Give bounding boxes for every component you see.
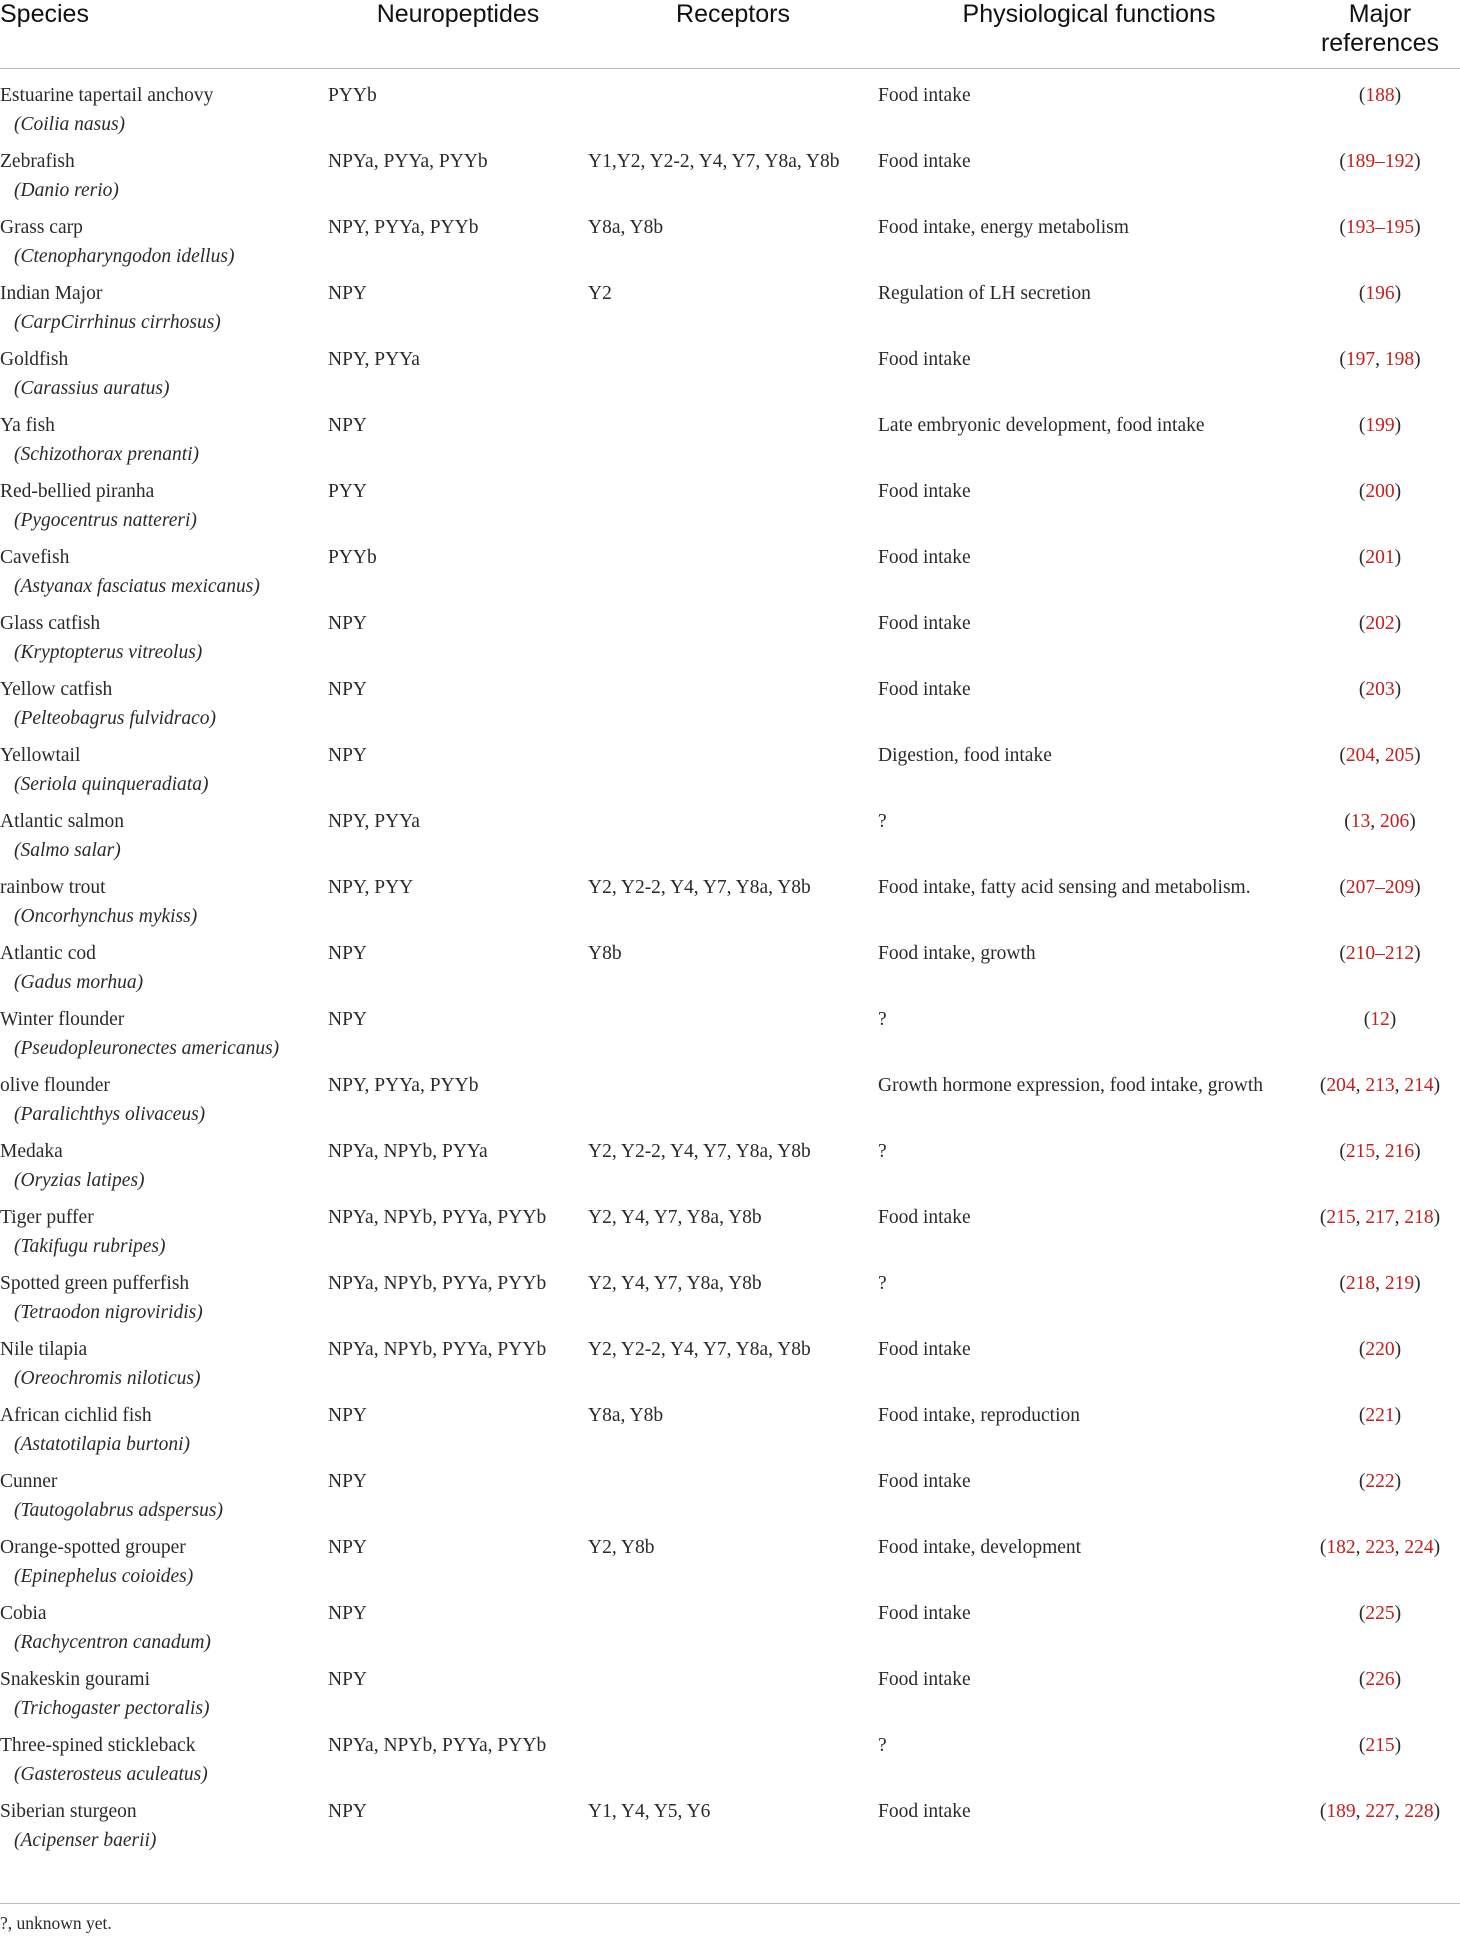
neuropeptides-cell: NPY: [328, 1536, 368, 1558]
neuropeptides-cell: NPYa, PYYa, PYYb: [328, 150, 488, 172]
neuropeptides-cell: NPY: [328, 744, 368, 766]
header-receptors: Receptors: [588, 0, 878, 69]
species-common-name: Grass carp: [0, 216, 83, 238]
neuropeptides-cell: NPY, PYYa: [328, 810, 420, 832]
functions-cell: Food intake: [878, 612, 971, 634]
references-cell: (204, 205): [1339, 744, 1421, 766]
reference-link[interactable]: 206: [1380, 810, 1410, 832]
table-row: [0, 1269, 1460, 1335]
table-row: [0, 543, 1460, 609]
references-cell: (215, 217, 218): [1319, 1206, 1441, 1228]
species-scientific-name: (Tautogolabrus adspersus): [14, 1499, 223, 1521]
receptors-cell: [588, 345, 878, 411]
neuropeptides-cell: NPYa, NPYb, PYYa: [328, 1140, 488, 1162]
species-scientific-name: (Epinephelus coioides): [14, 1565, 194, 1587]
species-scientific-name: (Rachycentron canadum): [14, 1631, 211, 1653]
species-common-name: olive flounder: [0, 1074, 110, 1096]
header-row: [0, 0, 1460, 69]
reference-link[interactable]: 219: [1384, 1272, 1415, 1294]
table-row: [0, 675, 1460, 741]
reference-link[interactable]: 199: [1365, 414, 1395, 436]
species-cell: [0, 807, 328, 873]
reference-link[interactable]: 196: [1365, 282, 1395, 304]
species-scientific-name: (Paralichthys olivaceus): [14, 1103, 206, 1125]
species-cell: [0, 873, 328, 939]
reference-link[interactable]: 226: [1365, 1668, 1395, 1690]
species-common-name: Ya fish: [0, 414, 55, 436]
reference-link[interactable]: 227: [1365, 1800, 1395, 1822]
receptors-cell: [588, 807, 878, 873]
species-common-name: Siberian sturgeon: [0, 1800, 137, 1822]
functions-cell: Food intake: [878, 150, 971, 172]
neuropeptides-cell: NPYa, NPYb, PYYa, PYYb: [328, 1206, 547, 1228]
functions-cell: Food intake: [878, 85, 971, 106]
functions-cell: Late embryonic development, food intake: [878, 414, 1205, 436]
references-cell: (189–192): [1339, 150, 1421, 172]
reference-link[interactable]: 200: [1365, 480, 1395, 502]
species-cell: [0, 411, 328, 477]
species-scientific-name: (CarpCirrhinus cirrhosus): [14, 311, 221, 333]
species-scientific-name: (Oncorhynchus mykiss): [14, 905, 198, 927]
species-scientific-name: (Tetraodon nigroviridis): [14, 1301, 203, 1323]
species-common-name: Cobia: [0, 1602, 47, 1624]
neuropeptides-cell: NPY, PYYa, PYYb: [328, 1074, 479, 1096]
reference-link[interactable]: 201: [1365, 546, 1395, 568]
references-cell: (197, 198): [1339, 348, 1421, 370]
functions-cell: Food intake, reproduction: [878, 1404, 1080, 1426]
references-cell: (226): [1358, 1668, 1402, 1690]
reference-link[interactable]: 224: [1404, 1536, 1434, 1558]
table-row: [0, 1005, 1460, 1071]
reference-link[interactable]: 220: [1365, 1338, 1395, 1360]
species-scientific-name: (Danio rerio): [14, 179, 119, 201]
table-row: [0, 873, 1460, 939]
reference-link[interactable]: 189–192: [1345, 150, 1415, 172]
species-scientific-name: (Pseudopleuronectes americanus): [14, 1037, 280, 1059]
table-row: [0, 147, 1460, 213]
reference-link[interactable]: 193–195: [1345, 216, 1415, 238]
header-neuropeptides: Neuropeptides: [328, 0, 588, 69]
functions-cell: ?: [878, 810, 887, 832]
references-cell: (199): [1358, 414, 1402, 436]
reference-link[interactable]: 218: [1345, 1272, 1376, 1294]
receptors-cell: [588, 1665, 878, 1731]
header-references-line2: references: [1320, 29, 1440, 57]
references-cell: (201): [1358, 546, 1402, 568]
table-row: [0, 1467, 1460, 1533]
species-common-name: Tiger puffer: [0, 1206, 94, 1228]
reference-link[interactable]: 228: [1404, 1800, 1434, 1822]
neuropeptides-cell: NPY: [328, 1470, 368, 1492]
species-cell: [0, 1335, 328, 1401]
references-cell: (200): [1358, 480, 1402, 502]
species-cell: [0, 1731, 328, 1797]
species-common-name: Indian Major: [0, 282, 103, 304]
functions-cell: Food intake, energy metabolism: [878, 216, 1129, 238]
references-cell: (222): [1358, 1470, 1402, 1492]
species-common-name: Spotted green pufferfish: [0, 1272, 190, 1294]
species-cell: [0, 1797, 328, 1863]
reference-link[interactable]: 197: [1345, 348, 1376, 370]
species-common-name: Three-spined stickleback: [0, 1734, 196, 1756]
neuropeptides-cell: PYYb: [328, 546, 377, 568]
references-cell: (221): [1358, 1404, 1402, 1426]
reference-link[interactable]: 205: [1384, 744, 1415, 766]
species-cell: [0, 1269, 328, 1335]
neuropeptides-cell: NPY: [328, 1008, 368, 1030]
species-common-name: Zebrafish: [0, 150, 75, 172]
functions-cell: ?: [878, 1140, 887, 1162]
species-common-name: Medaka: [0, 1140, 63, 1162]
species-common-name: Red-bellied piranha: [0, 480, 155, 502]
table-row: [0, 1533, 1460, 1599]
receptors-cell: Y2: [588, 282, 612, 304]
species-cell: [0, 69, 328, 147]
species-scientific-name: (Schizothorax prenanti): [14, 443, 200, 465]
table-row: [0, 807, 1460, 873]
header-species: Species: [0, 0, 328, 69]
functions-cell: Food intake: [878, 1800, 971, 1822]
reference-link[interactable]: 203: [1365, 678, 1395, 700]
species-cell: [0, 1533, 328, 1599]
table-row: [0, 477, 1460, 543]
references-cell: (218, 219): [1339, 1272, 1421, 1294]
neuropeptides-cell: NPY: [328, 678, 368, 700]
references-cell: (182, 223, 224): [1319, 1536, 1441, 1558]
species-cell: [0, 543, 328, 609]
species-cell: [0, 1137, 328, 1203]
functions-cell: Food intake: [878, 678, 971, 700]
functions-cell: Regulation of LH secretion: [878, 282, 1091, 304]
references-cell: (225): [1358, 1602, 1402, 1624]
reference-link[interactable]: 13: [1350, 810, 1371, 832]
species-cell: [0, 1203, 328, 1269]
receptors-cell: Y8a, Y8b: [588, 216, 664, 238]
reference-link[interactable]: 204: [1326, 1074, 1356, 1096]
table-row: [0, 411, 1460, 477]
references-cell: (196): [1358, 282, 1402, 304]
table-row: [0, 1599, 1460, 1665]
reference-link[interactable]: 210–212: [1345, 942, 1415, 964]
receptors-cell: Y8b: [588, 942, 622, 964]
species-common-name: Yellow catfish: [0, 678, 113, 700]
species-common-name: Estuarine tapertail anchovy: [0, 85, 214, 106]
species-common-name: Orange-spotted grouper: [0, 1536, 186, 1558]
functions-cell: ?: [878, 1272, 887, 1294]
table-header: [0, 0, 1460, 69]
receptors-cell: [588, 477, 878, 543]
functions-cell: Food intake, development: [878, 1536, 1082, 1558]
neuropeptides-cell: NPY, PYYa, PYYb: [328, 216, 479, 238]
neuropeptides-cell: NPY: [328, 612, 368, 634]
header-functions: Physiological functions: [878, 0, 1300, 69]
neuropeptides-cell: PYYb: [328, 85, 377, 106]
references-cell: (215, 216): [1339, 1140, 1421, 1162]
neuropeptides-cell: NPYa, NPYb, PYYa, PYYb: [328, 1272, 547, 1294]
species-cell: [0, 1599, 328, 1665]
receptors-cell: [588, 1731, 878, 1797]
table-row: [0, 1731, 1460, 1797]
table-row: [0, 69, 1460, 147]
reference-link[interactable]: 202: [1365, 612, 1395, 634]
table-row: [0, 1071, 1460, 1137]
references-cell: (210–212): [1339, 942, 1421, 964]
functions-cell: Food intake: [878, 1338, 971, 1360]
receptors-cell: [588, 1599, 878, 1665]
receptors-cell: Y2, Y4, Y7, Y8a, Y8b: [588, 1206, 762, 1228]
functions-cell: Growth hormone expression, food intake, growth: [878, 1074, 1264, 1096]
header-references-line1: Major: [1348, 0, 1412, 28]
neuropeptides-cell: NPYa, NPYb, PYYa, PYYb: [328, 1338, 547, 1360]
species-scientific-name: (Astyanax fasciatus mexicanus): [14, 575, 260, 597]
species-cell: [0, 939, 328, 1005]
species-common-name: Glass catfish: [0, 612, 101, 634]
functions-cell: Food intake: [878, 480, 971, 502]
reference-link[interactable]: 218: [1404, 1206, 1434, 1228]
species-cell: [0, 279, 328, 345]
neuropeptides-cell: NPY: [328, 1404, 368, 1426]
functions-cell: Food intake: [878, 1470, 971, 1492]
table-row: [0, 741, 1460, 807]
species-scientific-name: (Gasterosteus aculeatus): [14, 1763, 208, 1785]
species-cell: [0, 1005, 328, 1071]
species-common-name: Cunner: [0, 1470, 58, 1492]
table-row: [0, 939, 1460, 1005]
species-cell: [0, 1071, 328, 1137]
table-row: [0, 1401, 1460, 1467]
reference-link[interactable]: 215: [1345, 1140, 1376, 1162]
functions-cell: Food intake, fatty acid sensing and metabolism.: [878, 876, 1251, 898]
reference-link[interactable]: 204: [1345, 744, 1376, 766]
table-row: [0, 345, 1460, 411]
species-scientific-name: (Trichogaster pectoralis): [14, 1697, 210, 1719]
receptors-cell: Y1, Y4, Y5, Y6: [588, 1800, 711, 1822]
neuropeptides-cell: NPY: [328, 1668, 368, 1690]
references-cell: (188): [1358, 85, 1402, 106]
neuropeptides-cell: PYY: [328, 480, 368, 502]
neuropeptides-cell: NPY: [328, 942, 368, 964]
species-scientific-name: (Acipenser baerii): [14, 1829, 157, 1851]
species-scientific-name: (Kryptopterus vitreolus): [14, 641, 203, 663]
species-common-name: Atlantic salmon: [0, 810, 125, 832]
reference-link[interactable]: 221: [1365, 1404, 1395, 1426]
references-cell: (12): [1363, 1008, 1397, 1030]
bottom-rule: [0, 1903, 1460, 1904]
functions-cell: Digestion, food intake: [878, 744, 1052, 766]
species-cell: [0, 1665, 328, 1731]
reference-link[interactable]: 214: [1404, 1074, 1434, 1096]
reference-link[interactable]: 213: [1365, 1074, 1395, 1096]
species-common-name: Nile tilapia: [0, 1338, 88, 1360]
receptors-cell: [588, 1071, 878, 1137]
table-row: [0, 609, 1460, 675]
species-scientific-name: (Ctenopharyngodon idellus): [14, 245, 235, 267]
species-cell: [0, 609, 328, 675]
reference-link[interactable]: 223: [1365, 1536, 1395, 1558]
neuropeptides-cell: NPY: [328, 1602, 368, 1624]
species-cell: [0, 147, 328, 213]
functions-cell: Food intake: [878, 1206, 971, 1228]
header-references: [1300, 0, 1460, 69]
functions-cell: Food intake: [878, 1602, 971, 1624]
references-cell: (13, 206): [1344, 810, 1416, 832]
reference-link[interactable]: 225: [1365, 1602, 1395, 1624]
reference-link[interactable]: 188: [1365, 85, 1395, 106]
neuropeptides-cell: NPY: [328, 282, 368, 304]
references-cell: (189, 227, 228): [1319, 1800, 1441, 1822]
reference-link[interactable]: 198: [1384, 348, 1415, 370]
species-cell: [0, 675, 328, 741]
functions-cell: Food intake: [878, 348, 971, 370]
reference-link[interactable]: 12: [1370, 1008, 1390, 1030]
species-common-name: Goldfish: [0, 348, 69, 370]
species-cell: [0, 477, 328, 543]
references-cell: (193–195): [1339, 216, 1421, 238]
species-cell: [0, 1401, 328, 1467]
receptors-cell: [588, 69, 878, 147]
receptors-cell: [588, 609, 878, 675]
table-row: [0, 1137, 1460, 1203]
reference-link[interactable]: 217: [1365, 1206, 1395, 1228]
references-cell: (204, 213, 214): [1319, 1074, 1441, 1096]
species-cell: [0, 741, 328, 807]
species-common-name: Winter flounder: [0, 1008, 125, 1030]
neuropeptides-cell: NPY: [328, 1800, 368, 1822]
functions-cell: ?: [878, 1734, 887, 1756]
table-row: [0, 279, 1460, 345]
species-common-name: African cichlid fish: [0, 1404, 152, 1426]
species-scientific-name: (Astatotilapia burtoni): [14, 1433, 191, 1455]
references-cell: (220): [1358, 1338, 1402, 1360]
table-body: [0, 69, 1460, 1863]
reference-link[interactable]: 189: [1326, 1800, 1356, 1822]
reference-link[interactable]: 215: [1326, 1206, 1356, 1228]
species-common-name: Cavefish: [0, 546, 70, 568]
receptors-cell: Y2, Y4, Y7, Y8a, Y8b: [588, 1272, 762, 1294]
species-cell: [0, 1467, 328, 1533]
species-scientific-name: (Oryzias latipes): [14, 1169, 145, 1191]
functions-cell: ?: [878, 1008, 887, 1030]
species-scientific-name: (Coilia nasus): [14, 114, 126, 135]
species-scientific-name: (Salmo salar): [14, 839, 121, 861]
references-cell: (202): [1358, 612, 1402, 634]
table-row: [0, 1335, 1460, 1401]
receptors-cell: Y2, Y8b: [588, 1536, 655, 1558]
neuropeptides-cell: NPY, PYY: [328, 876, 414, 898]
reference-link[interactable]: 182: [1326, 1536, 1356, 1558]
receptors-cell: [588, 741, 878, 807]
species-scientific-name: (Pelteobagrus fulvidraco): [14, 707, 216, 729]
table-row: [0, 1203, 1460, 1269]
functions-cell: Food intake: [878, 546, 971, 568]
species-scientific-name: (Pygocentrus nattereri): [14, 509, 197, 531]
species-scientific-name: (Carassius auratus): [14, 377, 170, 399]
functions-cell: Food intake: [878, 1668, 971, 1690]
references-cell: (203): [1358, 678, 1402, 700]
species-scientific-name: (Takifugu rubripes): [14, 1235, 166, 1257]
receptors-cell: Y2, Y2-2, Y4, Y7, Y8a, Y8b: [588, 876, 811, 898]
functions-cell: Food intake, growth: [878, 942, 1036, 964]
receptors-cell: [588, 411, 878, 477]
reference-link[interactable]: 222: [1365, 1470, 1395, 1492]
species-cell: [0, 213, 328, 279]
neuropeptides-cell: NPY, PYYa: [328, 348, 420, 370]
reference-link[interactable]: 216: [1384, 1140, 1415, 1162]
table-row: [0, 1665, 1460, 1731]
receptors-cell: [588, 1467, 878, 1533]
table-row: [0, 1797, 1460, 1863]
reference-link[interactable]: 207–209: [1345, 876, 1415, 898]
reference-link[interactable]: 215: [1365, 1734, 1395, 1756]
receptors-cell: [588, 1005, 878, 1071]
references-cell: (215): [1358, 1734, 1402, 1756]
species-scientific-name: (Gadus morhua): [14, 971, 144, 993]
table-row: [0, 213, 1460, 279]
neuropeptides-cell: NPYa, NPYb, PYYa, PYYb: [328, 1734, 547, 1756]
species-common-name: Snakeskin gourami: [0, 1668, 151, 1690]
species-common-name: Atlantic cod: [0, 942, 96, 964]
species-scientific-name: (Seriola quinqueradiata): [14, 773, 209, 795]
references-cell: (207–209): [1339, 876, 1421, 898]
species-common-name: Yellowtail: [0, 744, 81, 766]
receptors-cell: Y2, Y2-2, Y4, Y7, Y8a, Y8b: [588, 1338, 811, 1360]
receptors-cell: Y2, Y2-2, Y4, Y7, Y8a, Y8b: [588, 1140, 811, 1162]
species-common-name: rainbow trout: [0, 876, 106, 898]
species-scientific-name: (Oreochromis niloticus): [14, 1367, 201, 1389]
footnote: ?, unknown yet.: [0, 1913, 112, 1933]
receptors-cell: Y1,Y2, Y2-2, Y4, Y7, Y8a, Y8b: [588, 150, 840, 172]
receptors-cell: Y8a, Y8b: [588, 1404, 664, 1426]
species-cell: [0, 345, 328, 411]
receptors-cell: [588, 543, 878, 609]
receptors-cell: [588, 675, 878, 741]
neuropeptides-cell: NPY: [328, 414, 368, 436]
